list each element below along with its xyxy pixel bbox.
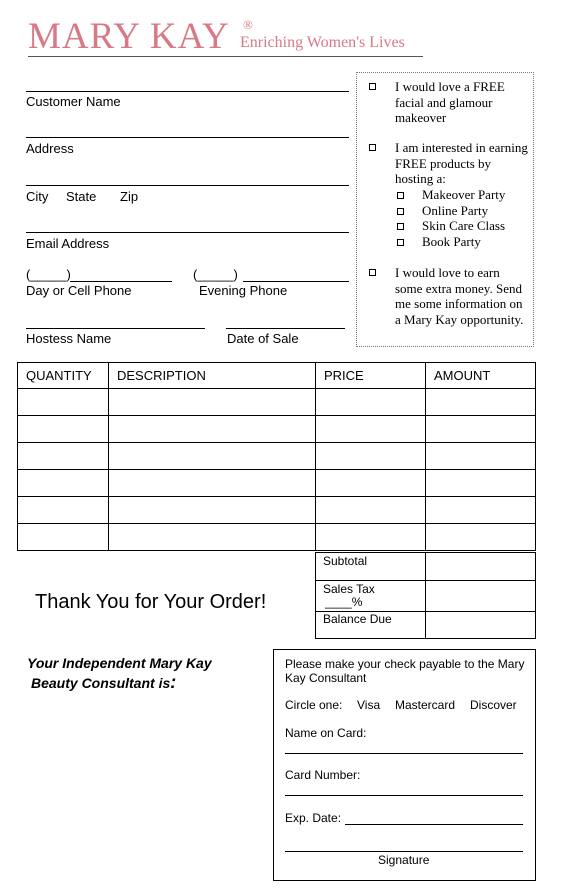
signature-line[interactable] <box>285 851 523 852</box>
price-cell[interactable] <box>316 389 426 416</box>
state-label: State <box>66 189 97 204</box>
quantity-cell[interactable] <box>18 416 109 443</box>
quantity-cell[interactable] <box>18 524 109 551</box>
description-cell[interactable] <box>109 443 316 470</box>
card-number-line[interactable] <box>285 795 523 796</box>
mastercard-option[interactable]: Mastercard <box>395 698 456 712</box>
exp-date-label: Exp. Date: <box>285 811 342 825</box>
sales-tax-value-cell[interactable] <box>426 581 536 612</box>
consultant-line-1: Your Independent Mary Kay <box>27 655 212 671</box>
price-cell[interactable] <box>316 524 426 551</box>
evening-phone-line[interactable] <box>243 281 349 282</box>
table-row <box>18 443 536 470</box>
amount-cell[interactable] <box>426 389 536 416</box>
consultant-line-2: Beauty Consultant is <box>31 675 171 691</box>
price-cell[interactable] <box>316 497 426 524</box>
price-cell[interactable] <box>316 416 426 443</box>
date-of-sale-line[interactable] <box>226 328 345 329</box>
amount-header: AMOUNT <box>426 363 536 389</box>
day-phone-line[interactable] <box>70 281 172 282</box>
table-row <box>18 389 536 416</box>
price-header: PRICE <box>316 363 426 389</box>
description-cell[interactable] <box>109 389 316 416</box>
email-line[interactable] <box>26 232 349 233</box>
makeover-party-checkbox[interactable] <box>397 192 404 199</box>
description-cell[interactable] <box>109 497 316 524</box>
opportunity-checkbox[interactable] <box>369 269 376 276</box>
quantity-cell[interactable] <box>18 497 109 524</box>
name-on-card-label: Name on Card: <box>285 726 367 740</box>
name-on-card-line[interactable] <box>285 753 523 754</box>
zip-label: Zip <box>120 189 139 204</box>
description-cell[interactable] <box>109 470 316 497</box>
sales-tax-label: Sales Tax <box>323 582 375 596</box>
subtotal-value-cell[interactable] <box>426 553 536 581</box>
makeover-offer-text: I would love a FREE facial and glamour makeover <box>395 79 505 125</box>
customer-name-line[interactable] <box>26 91 349 92</box>
price-cell[interactable] <box>316 443 426 470</box>
amount-cell[interactable] <box>426 416 536 443</box>
hostess-name-label: Hostess Name <box>26 331 112 346</box>
customer-name-label: Customer Name <box>26 94 121 109</box>
balance-due-label: Balance Due <box>316 612 426 639</box>
amount-cell[interactable] <box>426 443 536 470</box>
sales-tax-row <box>316 581 536 612</box>
city-state-zip-line[interactable] <box>26 185 349 186</box>
hostess-name-line[interactable] <box>26 328 205 329</box>
thank-you-message: Thank You for Your Order! <box>35 591 267 613</box>
signature-label: Signature <box>378 853 430 867</box>
order-table <box>17 362 536 551</box>
totals-table <box>315 552 536 639</box>
city-label: City <box>26 189 49 204</box>
address-label: Address <box>26 141 74 156</box>
makeover-checkbox[interactable] <box>369 83 376 90</box>
evening-phone-label: Evening Phone <box>199 283 288 298</box>
amount-cell[interactable] <box>426 470 536 497</box>
visa-option[interactable]: Visa <box>357 698 381 712</box>
hosting-checkbox[interactable] <box>369 144 376 151</box>
subtotal-label: Subtotal <box>316 553 426 581</box>
card-number-label: Card Number: <box>285 768 361 782</box>
skin-care-class-checkbox[interactable] <box>397 223 404 230</box>
address-line[interactable] <box>26 137 349 138</box>
sales-tax-cell <box>316 581 426 612</box>
description-header: DESCRIPTION <box>109 363 316 389</box>
description-cell[interactable] <box>109 416 316 443</box>
quantity-header: QUANTITY <box>18 363 109 389</box>
quantity-cell[interactable] <box>18 470 109 497</box>
amount-cell[interactable] <box>426 497 536 524</box>
brand-tagline: Enriching Women's Lives <box>240 34 405 51</box>
check-payable-text: Please make your check payable to the Mary Kay Consultant <box>285 657 525 685</box>
table-row <box>18 524 536 551</box>
order-table-header <box>18 363 536 389</box>
exp-date-line[interactable] <box>345 824 523 825</box>
quantity-cell[interactable] <box>18 389 109 416</box>
quantity-cell[interactable] <box>18 443 109 470</box>
table-row <box>18 416 536 443</box>
table-row <box>18 497 536 524</box>
book-party-label: Book Party <box>422 234 481 249</box>
balance-due-value-cell[interactable] <box>426 612 536 639</box>
balance-due-row <box>316 612 536 639</box>
skin-care-class-label: Skin Care Class <box>422 218 506 233</box>
price-cell[interactable] <box>316 470 426 497</box>
consultant-colon: : <box>170 672 177 692</box>
day-phone-label: Day or Cell Phone <box>26 283 132 298</box>
discover-option[interactable]: Discover <box>470 698 517 712</box>
logo-underline <box>28 56 423 57</box>
circle-one-label: Circle one: <box>285 698 343 712</box>
opportunity-offer-text: I would love to earn some extra money. Send me some information on a Mary Kay opportunity. <box>395 265 524 327</box>
amount-cell[interactable] <box>426 524 536 551</box>
sales-tax-percent: ____% <box>325 595 363 610</box>
evening-phone-area-code: (_____) <box>193 267 238 282</box>
consultant-line-2-wrap <box>27 673 212 693</box>
description-cell[interactable] <box>109 524 316 551</box>
email-label: Email Address <box>26 236 110 251</box>
subtotal-row <box>316 553 536 581</box>
book-party-checkbox[interactable] <box>397 239 404 246</box>
brand-logo: MARY KAY <box>28 16 230 57</box>
online-party-checkbox[interactable] <box>397 208 404 215</box>
day-phone-area-code: (_____) <box>26 267 71 282</box>
date-of-sale-label: Date of Sale <box>227 331 299 346</box>
table-row <box>18 470 536 497</box>
consultant-heading <box>27 654 212 693</box>
online-party-label: Online Party <box>422 203 489 218</box>
makeover-party-label: Makeover Party <box>422 187 506 202</box>
registered-mark: ® <box>243 17 253 32</box>
hosting-offer-text: I am interested in earning FREE products by hosting a: <box>395 140 528 186</box>
